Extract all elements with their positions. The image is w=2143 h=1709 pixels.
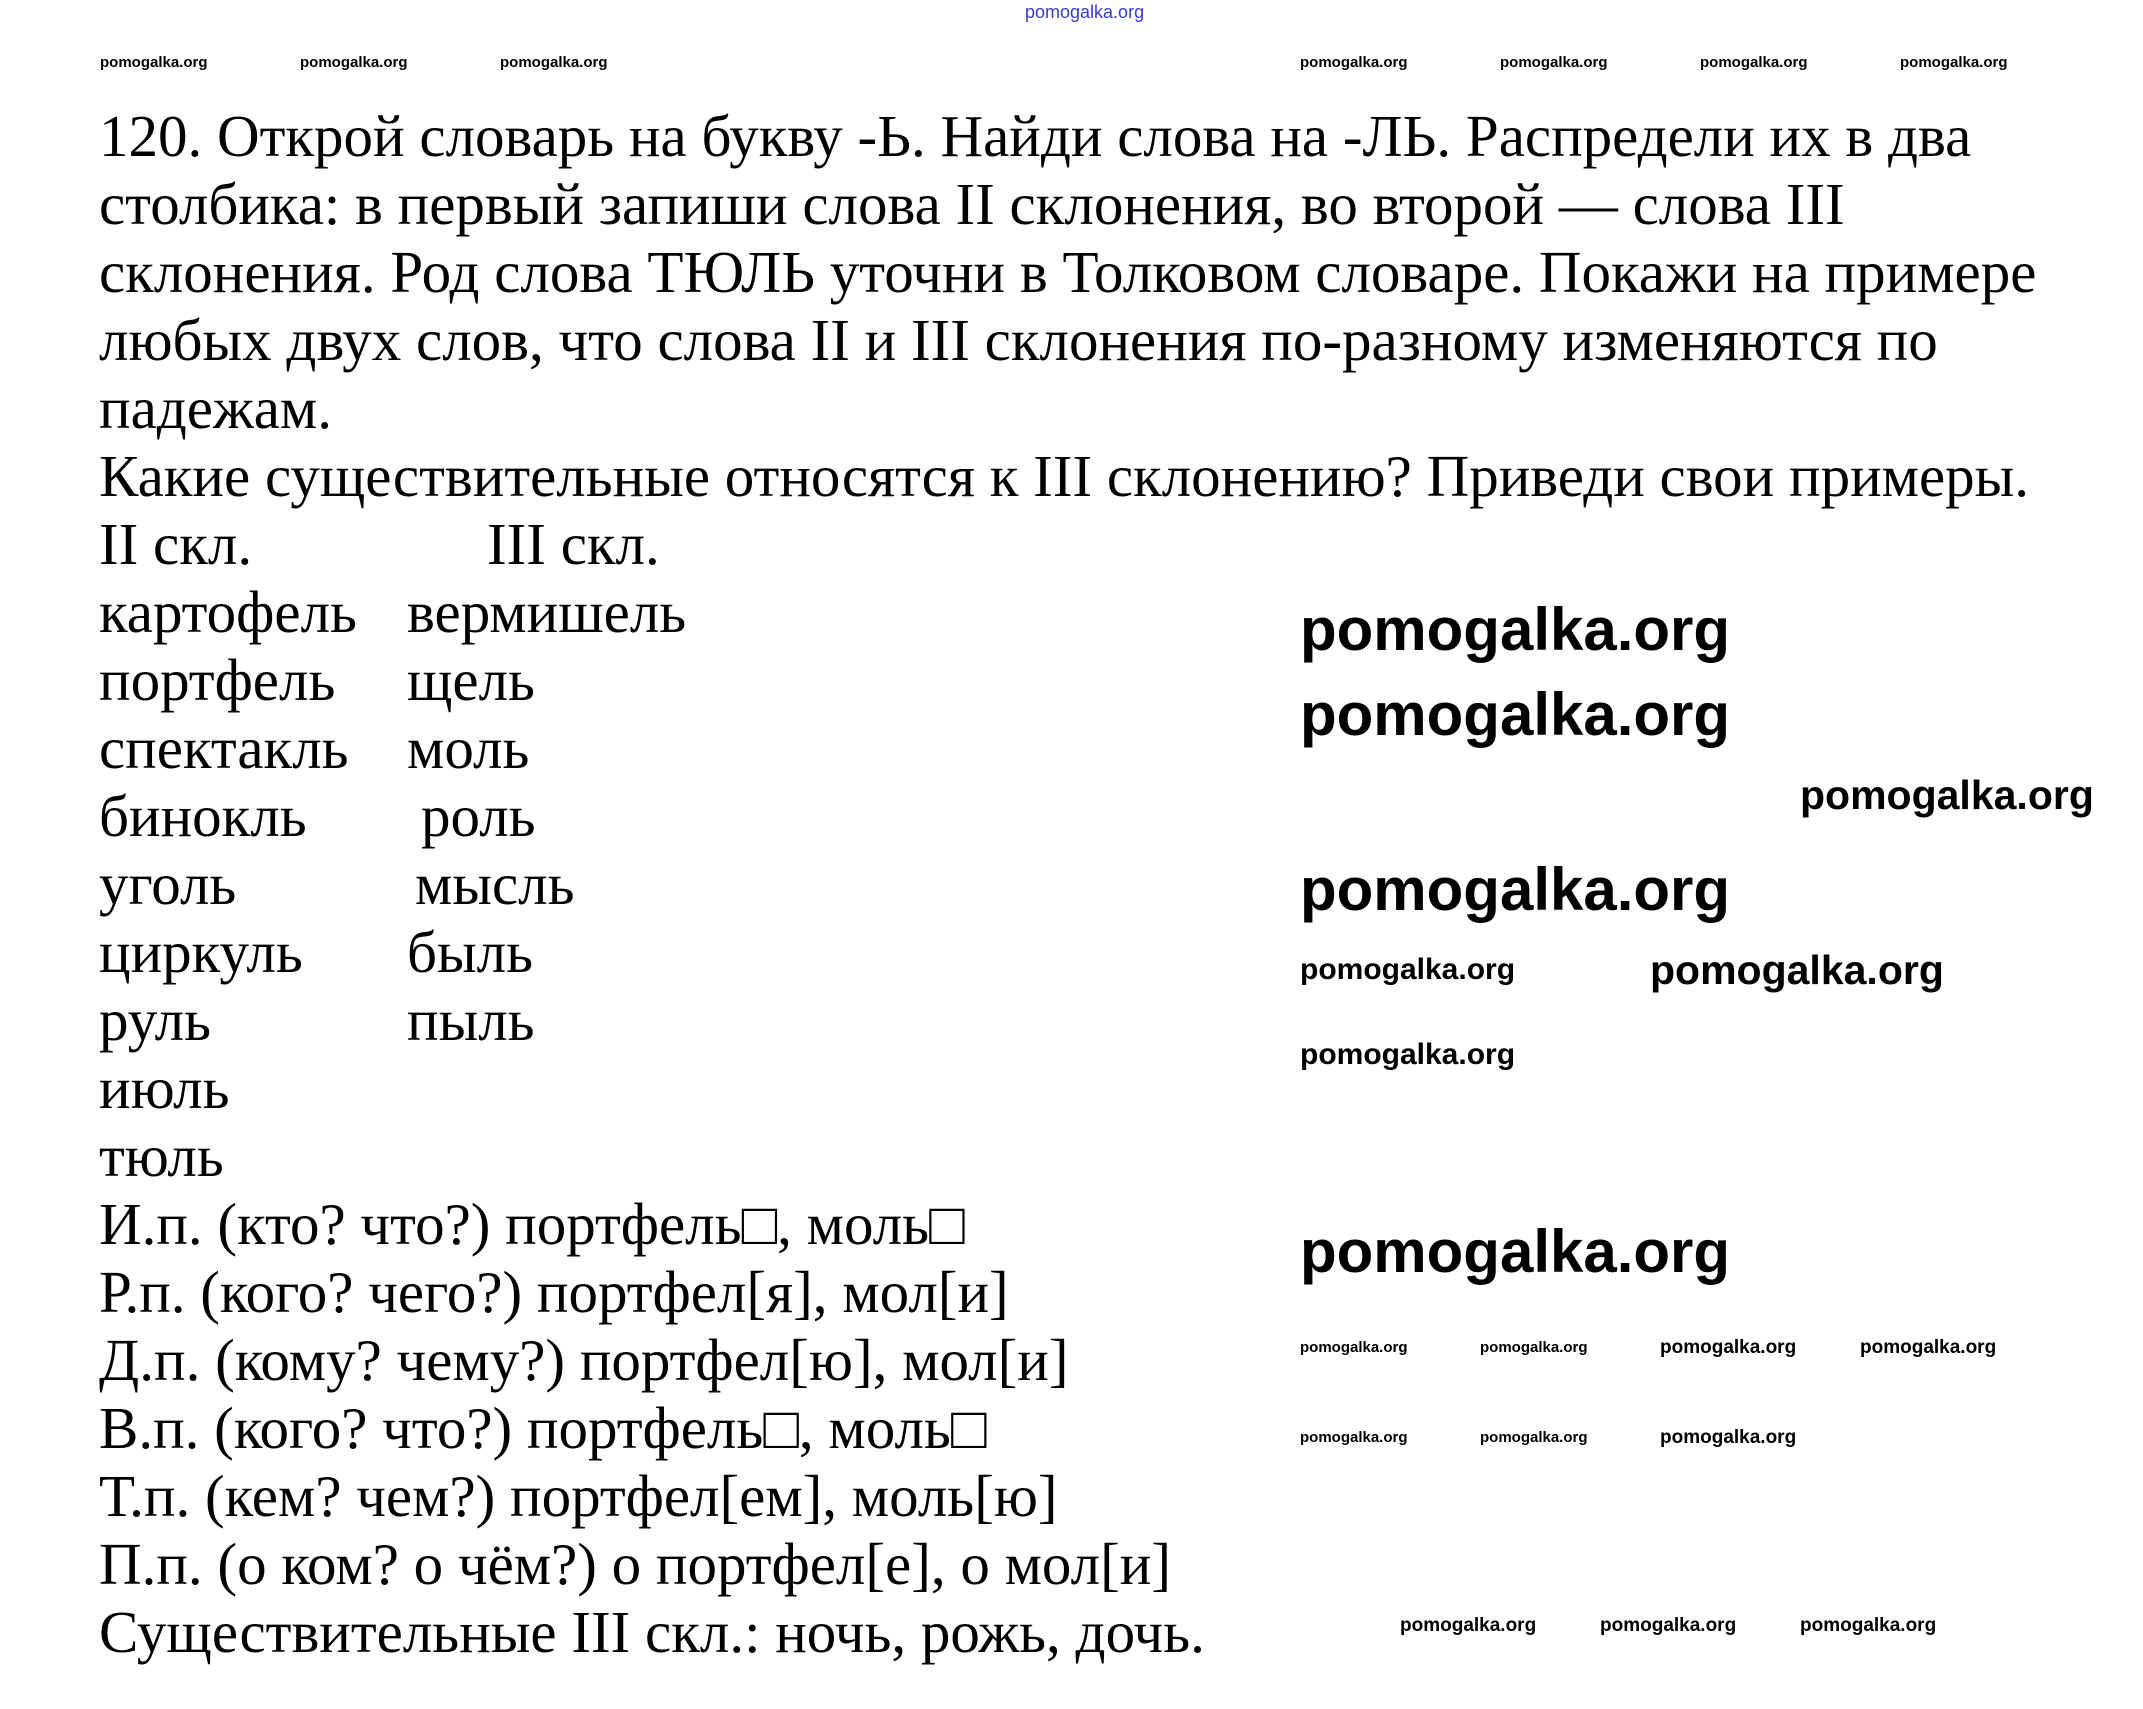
watermark: pomogalka.org (1025, 2, 1145, 22)
watermark: pomogalka.org (1300, 1218, 1731, 1285)
task-line: любых двух слов, что слова II и III склонения по-разному изменяются по (99, 307, 1938, 373)
task-line: склонения. Род слова ТЮЛЬ уточни в Толковом словаре. Покажи на примере (99, 239, 2037, 305)
case-line: Р.п. (кого? чего?) портфел[я], мол[и] (99, 1259, 1009, 1325)
column-header (99, 510, 2119, 578)
case-line: В.п. (кого? что?) портфель□, моль□ (99, 1395, 987, 1461)
case-line: И.п. (кто? что?) портфель□, моль□ (99, 1191, 965, 1257)
header-decl-3: III скл. (487, 511, 660, 577)
watermark: pomogalka.org (1800, 772, 2094, 818)
word-decl-2: циркуль (99, 919, 303, 985)
task-line: Какие существительные относятся к III склонению? Приведи свои примеры. (99, 443, 2030, 509)
watermark: pomogalka.org (300, 54, 408, 71)
word-decl-2: руль (99, 987, 211, 1053)
word-row (99, 986, 2119, 1054)
watermark: pomogalka.org (1480, 1429, 1588, 1446)
word-decl-3: пыль (407, 987, 535, 1053)
watermark: pomogalka.org (1300, 596, 1731, 663)
watermark: pomogalka.org (1300, 681, 1731, 748)
word-decl-3: быль (407, 919, 534, 985)
word-decl-3: моль (407, 715, 530, 781)
word-row (99, 1054, 2119, 1122)
watermark: pomogalka.org (1900, 54, 2008, 71)
word-decl-2: картофель (99, 579, 357, 645)
case-line: Д.п. (кому? чему?) портфел[ю], мол[и] (99, 1327, 1069, 1393)
header-decl-2: II скл. (99, 511, 253, 577)
watermark: pomogalka.org (1660, 1427, 1797, 1448)
watermark: pomogalka.org (1300, 54, 1408, 71)
word-row (99, 578, 2119, 646)
watermark: pomogalka.org (1600, 1615, 1737, 1636)
word-decl-2: портфель (99, 647, 336, 713)
watermark: pomogalka.org (1800, 1615, 1937, 1636)
exercise-text (99, 102, 2119, 1666)
word-decl-2: спектакль (99, 715, 349, 781)
watermark: pomogalka.org (1650, 947, 1944, 993)
word-decl-3: мысль (415, 851, 575, 917)
word-decl-2: уголь (99, 851, 237, 917)
word-decl-3: щель (407, 647, 535, 713)
word-decl-3: вермишель (407, 579, 687, 645)
watermark: pomogalka.org (1700, 54, 1808, 71)
word-row (99, 850, 2119, 923)
watermark: pomogalka.org (500, 54, 608, 71)
watermark: pomogalka.org (1500, 54, 1608, 71)
task-line: столбика: в первый запиши слова II склонения, во второй — слова III (99, 171, 1845, 237)
word-decl-3: роль (421, 783, 536, 849)
word-row (99, 646, 2119, 714)
task-line: падежам. (99, 375, 333, 441)
watermark: pomogalka.org (1300, 1038, 1516, 1071)
watermark: pomogalka.org (1300, 1339, 1408, 1356)
watermark: pomogalka.org (1860, 1337, 1997, 1358)
watermark: pomogalka.org (1300, 856, 1731, 923)
conclusion-line: Существительные III скл.: ночь, рожь, дочь. (99, 1599, 1205, 1665)
task-line: 120. Открой словарь на букву -Ь. Найди слова на -ЛЬ. Распредели их в два (99, 103, 1972, 169)
watermark: pomogalka.org (1400, 1615, 1537, 1636)
case-line: П.п. (о ком? о чём?) о портфел[е], о мол[и] (99, 1531, 1171, 1597)
word-row (99, 1122, 2119, 1190)
watermark: pomogalka.org (1300, 953, 1516, 986)
watermark: pomogalka.org (1300, 1429, 1408, 1446)
word-decl-2: бинокль (99, 783, 307, 849)
watermark: pomogalka.org (100, 54, 208, 71)
watermark: pomogalka.org (1660, 1337, 1797, 1358)
word-decl-2: июль (99, 1055, 230, 1121)
case-line: Т.п. (кем? чем?) портфел[ем], моль[ю] (99, 1463, 1058, 1529)
watermark: pomogalka.org (1480, 1339, 1588, 1356)
word-decl-2: тюль (99, 1123, 224, 1189)
